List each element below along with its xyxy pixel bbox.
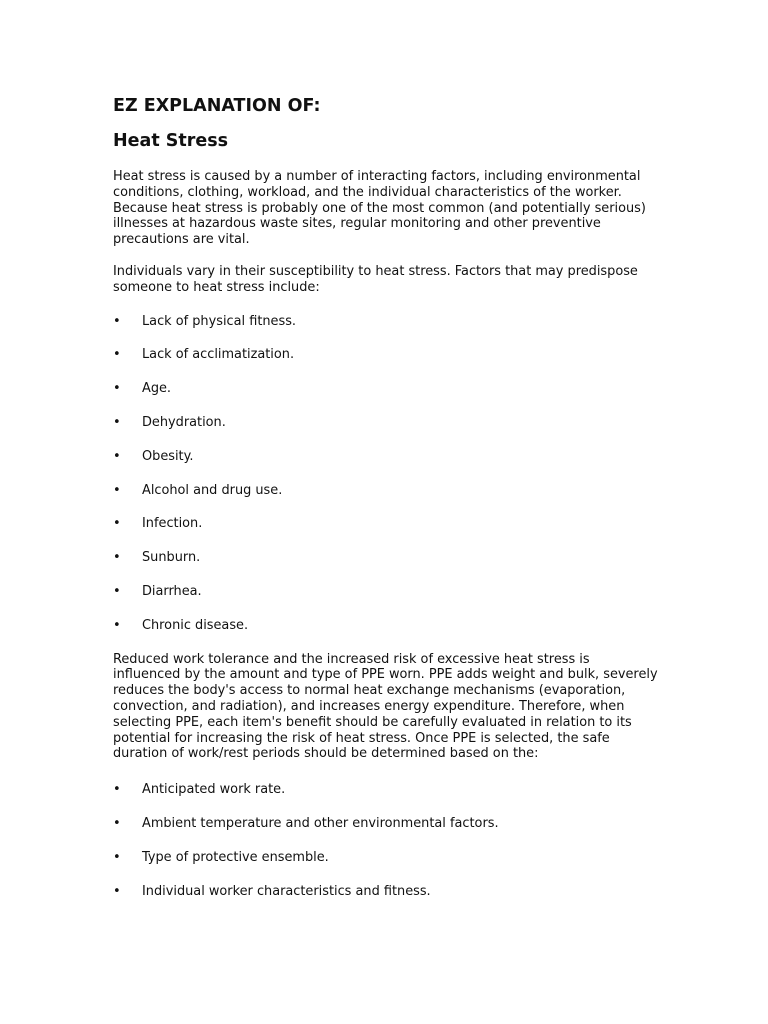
list-item — [113, 884, 658, 900]
list-item-text: Alcohol and drug use. — [142, 482, 283, 498]
list-item-text: Obesity. — [142, 448, 194, 464]
list-item-text: Individual worker characteristics and fitness. — [142, 883, 431, 899]
bullet-icon: • — [113, 583, 121, 599]
bullet-icon: • — [113, 883, 121, 899]
list-item — [113, 618, 658, 634]
list-item-text: Chronic disease. — [142, 617, 249, 633]
bullet-icon: • — [113, 516, 121, 532]
list-item — [113, 516, 658, 532]
list-item-text: Lack of acclimatization. — [142, 347, 295, 363]
list-item — [113, 550, 658, 566]
list-item — [113, 449, 658, 465]
bullet-icon: • — [113, 815, 121, 831]
list-item-text: Anticipated work rate. — [142, 782, 286, 798]
document-title: EZ EXPLANATION OF: — [113, 96, 321, 116]
bullet-icon: • — [113, 448, 121, 464]
list-item-text: Ambient temperature and other environmental factors. — [142, 815, 499, 831]
list-item-text: Sunburn. — [142, 550, 201, 566]
list-item — [113, 483, 658, 499]
document-subtitle: Heat Stress — [113, 131, 229, 151]
list-item — [113, 782, 658, 798]
bullet-icon: • — [113, 482, 121, 498]
bullet-icon: • — [113, 313, 121, 329]
bullet-icon: • — [113, 782, 121, 798]
list-item — [113, 347, 658, 363]
list-item-text: Dehydration. — [142, 414, 226, 430]
bullet-icon: • — [113, 414, 121, 430]
bullet-icon: • — [113, 550, 121, 566]
list-item — [113, 816, 658, 832]
intro-paragraph: Heat stress is caused by a number of interacting factors, including environmental conditions, clothing, workload, and the individual characteristics of the worker. Because heat stress is probably one of the most common (and potentially serious) illnesses at hazardous waste sites, regular monitoring and other preventive precautions are vital. — [113, 169, 646, 248]
list-item-text: Type of protective ensemble. — [142, 849, 329, 865]
list-item-text: Infection. — [142, 516, 203, 532]
list-item-text: Age. — [142, 381, 172, 397]
bullet-icon: • — [113, 381, 121, 397]
ppe-paragraph: Reduced work tolerance and the increased risk of excessive heat stress is influenced by the amount and type of PPE worn. PPE adds weight and bulk, severely reduces the body's access to normal heat exchange mechanisms (evaporation, convection, and radiation), and increases energy expenditure. Therefore, when selecting PPE, each item's benefit should be carefully evaluated in relation to its potential for increasing the risk of heat stress. Once PPE is selected, the safe duration of work/rest periods should be determined based on the: — [113, 651, 658, 762]
list-item — [113, 584, 658, 600]
predisposing-factors-list — [113, 314, 658, 634]
list-item — [113, 381, 658, 397]
list-item-text: Lack of physical fitness. — [142, 313, 297, 329]
work-rest-factors-list — [113, 782, 658, 899]
list-item-text: Diarrhea. — [142, 583, 202, 599]
susceptibility-paragraph: Individuals vary in their susceptibility to heat stress. Factors that may predispose someone to heat stress include: — [113, 263, 638, 295]
list-item — [113, 415, 658, 431]
bullet-icon: • — [113, 849, 121, 865]
bullet-icon: • — [113, 617, 121, 633]
list-item — [113, 314, 658, 330]
bullet-icon: • — [113, 347, 121, 363]
list-item — [113, 850, 658, 866]
